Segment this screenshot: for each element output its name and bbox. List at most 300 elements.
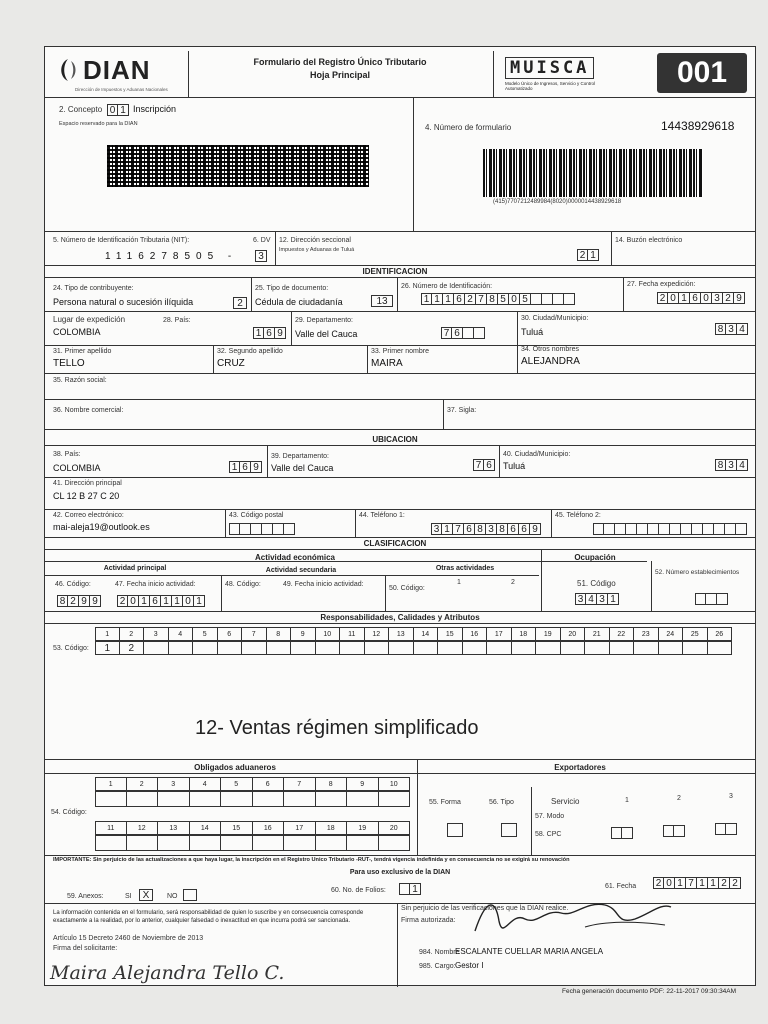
lugar-expedicion-label: Lugar de expedición xyxy=(53,315,126,324)
cargo985-value: Gestor I xyxy=(455,961,484,970)
fecha61-cell: 2 xyxy=(719,877,730,889)
segundo-apellido-value: CRUZ xyxy=(217,358,245,369)
muisca-logo xyxy=(505,57,623,91)
cpc-cell xyxy=(611,827,622,839)
adu-top-item: 10 xyxy=(379,777,411,791)
tipo-contribuyente-label: 24. Tipo de contribuyente: xyxy=(53,285,134,292)
fecha61-cell: 2 xyxy=(653,877,664,889)
cpc-cells-2 xyxy=(663,825,685,837)
actividad-principal-title: Actividad principal xyxy=(103,565,167,572)
respnums-item: 16 xyxy=(463,627,488,641)
cargo985-label: 985. Cargo: xyxy=(419,963,456,970)
adu-bot-cells-item xyxy=(253,835,285,851)
postalcells-cell xyxy=(251,523,262,535)
tel2cells-cell xyxy=(714,523,725,535)
tel1cells-cell: 1 xyxy=(442,523,453,535)
tel1cells-cell: 3 xyxy=(486,523,497,535)
fecha61-cell: 0 xyxy=(664,877,675,889)
respcodes-item xyxy=(610,641,635,655)
codigo53-label: 53. Código: xyxy=(53,645,89,652)
adu-top-item: 7 xyxy=(284,777,316,791)
ubicacion-ciudad-label: 40. Ciudad/Municipio: xyxy=(503,451,571,458)
adu-bot-item: 17 xyxy=(284,821,316,835)
numid-cell xyxy=(531,293,542,305)
primer-nombre-value: MAIRA xyxy=(371,358,403,369)
respnums-item: 17 xyxy=(487,627,512,641)
respnums-item: 6 xyxy=(218,627,243,641)
fechaexp-cell: 0 xyxy=(668,292,679,304)
respnums-item: 25 xyxy=(683,627,708,641)
respcodes-item xyxy=(242,641,267,655)
deptocode1-cell xyxy=(463,327,474,339)
nombre984-label: 984. Nombre xyxy=(419,949,460,956)
adu-top-cells-item xyxy=(158,791,190,807)
ubicacion-pais-value: COLOMBIA xyxy=(53,463,101,473)
respcodes-item xyxy=(536,641,561,655)
fecha47-cell: 1 xyxy=(172,595,183,607)
fecha61-cell: 1 xyxy=(697,877,708,889)
respcodes-item xyxy=(291,641,316,655)
articulo-text: Artículo 15 Decreto 2460 de Noviembre de 2013 xyxy=(53,935,204,942)
tipo-documento-code: 13 xyxy=(371,295,393,307)
respcodes-item xyxy=(389,641,414,655)
respcodes-item xyxy=(708,641,733,655)
correo-label: 42. Correo electrónico: xyxy=(53,512,124,519)
direccion-value: CL 12 B 27 C 20 xyxy=(53,491,120,501)
departamento-code xyxy=(441,327,485,339)
tel2cells-cell xyxy=(659,523,670,535)
segundo-apellido-label: 32. Segundo apellido xyxy=(217,348,283,355)
respnums-item: 11 xyxy=(340,627,365,641)
num-establecimientos-label: 52. Número establecimientos xyxy=(655,569,740,576)
respcodes-item xyxy=(659,641,684,655)
deptocode2-cell: 6 xyxy=(484,459,495,471)
fecha47-cell: 2 xyxy=(117,595,128,607)
nombre984-value: ESCALANTE CUELLAR MARIA ANGELA xyxy=(455,947,604,956)
seccional-label: 12. Dirección seccional xyxy=(279,237,351,244)
adu-top-cells-item xyxy=(284,791,316,807)
telefono1-value xyxy=(431,523,541,535)
responsabilidades-codes xyxy=(95,641,732,655)
respcodes-item xyxy=(585,641,610,655)
dv-value: 3 xyxy=(255,250,267,262)
buzon-label: 14. Buzón electrónico xyxy=(615,237,683,244)
postalcells-cell xyxy=(284,523,295,535)
adu-top-cells-item xyxy=(316,791,348,807)
numid-cell: 7 xyxy=(476,293,487,305)
aduaneros-top-cells xyxy=(95,791,410,807)
tel1cells-cell: 8 xyxy=(497,523,508,535)
muisca-subtitle: Modelo Único de Ingresos, Servicio y Control Automatizado xyxy=(505,81,596,91)
respcodes-item: 2 xyxy=(120,641,145,655)
pais-label: 28. País: xyxy=(163,317,191,324)
otras-actividades-title: Otras actividades xyxy=(435,565,495,572)
postalcells-cell xyxy=(262,523,273,535)
ciudad-label: 30. Ciudad/Municipio: xyxy=(521,315,589,322)
estab-cell xyxy=(706,593,717,605)
respnums-item: 22 xyxy=(610,627,635,641)
barcode-2d xyxy=(107,145,369,187)
paiscode2-cell: 1 xyxy=(229,461,240,473)
respnums-item: 24 xyxy=(659,627,684,641)
tipo-box xyxy=(501,823,517,837)
adu-top-cells-item xyxy=(95,791,127,807)
postalcells-cell xyxy=(240,523,251,535)
actividad-secundaria-title: Actividad secundaria xyxy=(265,567,337,574)
fechaexp-cell: 3 xyxy=(712,292,723,304)
adu-bot-item: 16 xyxy=(253,821,285,835)
adu-bot-item: 18 xyxy=(316,821,348,835)
deptocode1-cell: 6 xyxy=(452,327,463,339)
nit-label: 5. Número de Identificación Tributaria (NIT): xyxy=(53,237,190,244)
concepto-digit: 1 xyxy=(118,104,129,116)
adu-bot-item: 14 xyxy=(190,821,222,835)
cod46-cell: 8 xyxy=(57,595,68,607)
respnums-item: 15 xyxy=(438,627,463,641)
numid-cell xyxy=(564,293,575,305)
form-title-line2: Hoja Principal xyxy=(309,70,371,80)
adu-bot-item: 15 xyxy=(221,821,253,835)
codigo46-label: 46. Código: xyxy=(55,581,91,588)
postalcells-cell xyxy=(229,523,240,535)
anexos-label: 59. Anexos: xyxy=(67,893,104,900)
adu-top-item: 3 xyxy=(158,777,190,791)
tel2cells-cell xyxy=(725,523,736,535)
respnums-item: 19 xyxy=(536,627,561,641)
folios-label: 60. No. de Folios: xyxy=(331,887,386,894)
adu-top-cells-item xyxy=(221,791,253,807)
modo-label: 57. Modo xyxy=(535,813,565,820)
export-col-2: 2 xyxy=(677,795,681,802)
numid-cell: 1 xyxy=(432,293,443,305)
tipo-contribuyente-code: 2 xyxy=(233,297,247,309)
correo-value: mai-aleja19@outlook.es xyxy=(53,522,150,532)
respnums-item: 9 xyxy=(291,627,316,641)
form-code-badge: 001 xyxy=(657,53,747,93)
paiscode2-cell: 6 xyxy=(240,461,251,473)
codigo48-label: 48. Código: xyxy=(225,581,261,588)
cpc-cell xyxy=(622,827,633,839)
fecha47-cell: 0 xyxy=(128,595,139,607)
formulario-label: 4. Número de formulario xyxy=(425,123,512,132)
ubicacion-title: UBICACION xyxy=(372,435,418,444)
adu-top-cells-item xyxy=(127,791,159,807)
numid-cell: 5 xyxy=(498,293,509,305)
numid-cell: 1 xyxy=(421,293,432,305)
seccional-value: Impuestos y Aduanas de Tuluá xyxy=(279,247,355,253)
ubicacion-ciudad-value: Tuluá xyxy=(503,461,526,471)
departamento-value: Valle del Cauca xyxy=(295,329,358,339)
primer-nombre-label: 33. Primer nombre xyxy=(371,348,429,355)
anexos-si-label: SI xyxy=(125,893,132,900)
numid-cell xyxy=(553,293,564,305)
departamento-label: 29. Departamento: xyxy=(295,317,353,324)
ciudadcode2-cell: 3 xyxy=(726,459,737,471)
numero-identificacion-label: 26. Número de Identificación: xyxy=(401,283,493,290)
paiscode2-cell: 9 xyxy=(251,461,262,473)
respnums-item: 4 xyxy=(169,627,194,641)
respcodes-item xyxy=(316,641,341,655)
paiscode1-cell: 1 xyxy=(253,327,264,339)
otros-nombres-label: 34. Otros nombres xyxy=(521,346,579,353)
folio-cell xyxy=(399,883,410,895)
cpc-cell xyxy=(726,823,737,835)
uso-exclusivo-title: Para uso exclusivo de la DIAN xyxy=(349,869,451,876)
ciudad-code xyxy=(715,323,748,335)
dian-logo-text: DIAN xyxy=(83,55,151,85)
fecha61-cell: 7 xyxy=(686,877,697,889)
adu-top-cells-item xyxy=(379,791,411,807)
numid-cell: 8 xyxy=(487,293,498,305)
tipo-documento-label: 25. Tipo de documento: xyxy=(255,285,329,292)
cpc-cell xyxy=(715,823,726,835)
fecha61-cell: 1 xyxy=(708,877,719,889)
adu-bot-item: 20 xyxy=(379,821,411,835)
numid-cell: 0 xyxy=(509,293,520,305)
tipo-contribuyente-value: Persona natural o sucesión ilíquida xyxy=(53,297,194,307)
estab-cell xyxy=(695,593,706,605)
aduaneros-bottom-cells xyxy=(95,835,410,851)
respcodes-item xyxy=(414,641,439,655)
fecha47-cell: 1 xyxy=(161,595,172,607)
deptocode1-cell: 7 xyxy=(441,327,452,339)
tel2cells-cell xyxy=(615,523,626,535)
firma-solicitante-signature: Maira Alejandra Tello C. xyxy=(50,962,285,984)
barcode-text: (415)7707212489984(8020)0000014438929618 xyxy=(493,199,622,205)
adu-bot-cells-item xyxy=(347,835,379,851)
cod51-cell: 4 xyxy=(586,593,597,605)
folios-value xyxy=(399,883,421,895)
responsabilidades-title: Responsabilidades, Calidades y Atributos xyxy=(320,613,480,622)
nombre-comercial-label: 36. Nombre comercial: xyxy=(53,407,124,414)
fecha61-cell: 1 xyxy=(675,877,686,889)
adu-bot-cells-item xyxy=(316,835,348,851)
barcode-formulario xyxy=(483,149,703,197)
tel1cells-cell: 6 xyxy=(508,523,519,535)
tel2cells-cell xyxy=(604,523,615,535)
respnums-item: 5 xyxy=(193,627,218,641)
dian-logo-subtitle: Dirección de Impuestos y Aduanas Nacionales xyxy=(75,87,168,92)
form-title-line1: Formulario del Registro Único Tributario xyxy=(253,57,427,67)
obligados-aduaneros-title: Obligados aduaneros xyxy=(194,763,276,772)
telefono2-value xyxy=(593,523,747,535)
estab-cell xyxy=(717,593,728,605)
adu-top-cells-item xyxy=(347,791,379,807)
folio-cell: 1 xyxy=(410,883,421,895)
adu-top-item: 2 xyxy=(127,777,159,791)
actividad-economica-title: Actividad económica xyxy=(254,553,336,562)
respnums-item: 14 xyxy=(414,627,439,641)
tipo-label: 56. Tipo xyxy=(489,799,514,806)
fecha47-cell: 1 xyxy=(139,595,150,607)
adu-top-item: 1 xyxy=(95,777,127,791)
cod46-cell: 9 xyxy=(79,595,90,607)
ubicacion-pais-label: 38. País: xyxy=(53,451,81,458)
otros-nombres-value: ALEJANDRA xyxy=(521,356,580,367)
form-title xyxy=(225,57,455,80)
fecha-expedicion-value xyxy=(657,292,745,304)
ubicacion-departamento-label: 39. Departamento: xyxy=(271,453,329,460)
postalcells-cell xyxy=(273,523,284,535)
adu-top-item: 5 xyxy=(221,777,253,791)
respcodes-item xyxy=(340,641,365,655)
tel2cells-cell xyxy=(593,523,604,535)
primer-apellido-label: 31. Primer apellido xyxy=(53,348,112,355)
fecha47-cell: 1 xyxy=(194,595,205,607)
fechaexp-cell: 6 xyxy=(690,292,701,304)
cpc-cell xyxy=(674,825,685,837)
codigo51-label: 51. Código xyxy=(577,579,616,588)
tel2cells-cell xyxy=(681,523,692,535)
respnums-item: 23 xyxy=(634,627,659,641)
respnums-item: 10 xyxy=(316,627,341,641)
adu-top-item: 8 xyxy=(316,777,348,791)
adu-bot-item: 19 xyxy=(347,821,379,835)
adu-bot-cells-item xyxy=(221,835,253,851)
ciudad-value: Tuluá xyxy=(521,327,544,337)
aduaneros-bottom-numbers xyxy=(95,821,410,835)
responsabilidad-texto: 12- Ventas régimen simplificado xyxy=(195,717,479,739)
adu-bot-cells-item xyxy=(127,835,159,851)
tel2cells-cell xyxy=(648,523,659,535)
respnums-item: 12 xyxy=(365,627,390,641)
respnums-item: 7 xyxy=(242,627,267,641)
codigo50-label: 50. Código: xyxy=(389,585,425,592)
tel1cells-cell: 6 xyxy=(519,523,530,535)
adu-bot-cells-item xyxy=(284,835,316,851)
codigo-postal-value xyxy=(229,523,295,535)
concepto-label: 2. Concepto xyxy=(59,105,103,114)
rut-form-sheet xyxy=(44,46,756,986)
primer-apellido-value: TELLO xyxy=(53,358,85,369)
exportadores-title: Exportadores xyxy=(554,763,606,772)
firma-solicitante-label: Firma del solicitante: xyxy=(53,945,118,952)
respcodes-item xyxy=(487,641,512,655)
respcodes-item xyxy=(463,641,488,655)
dian-logo xyxy=(55,53,195,97)
respnums-item: 8 xyxy=(267,627,292,641)
adu-top-cells-item xyxy=(253,791,285,807)
seccional-digit: 1 xyxy=(588,249,599,261)
tel1cells-cell: 6 xyxy=(464,523,475,535)
pais-code xyxy=(253,327,286,339)
numid-cell: 6 xyxy=(454,293,465,305)
fecha47-label: 47. Fecha inicio actividad: xyxy=(115,581,196,588)
tel2cells-cell xyxy=(736,523,747,535)
formulario-value: 14438929618 xyxy=(661,119,735,133)
ocupacion-title: Ocupación xyxy=(574,553,616,562)
identificacion-title: IDENTIFICACION xyxy=(362,267,428,276)
tel1cells-cell: 8 xyxy=(475,523,486,535)
respnums-item: 26 xyxy=(708,627,733,641)
fechaexp-cell: 0 xyxy=(701,292,712,304)
firma-autorizada-label: Firma autorizada: xyxy=(401,917,456,924)
deptocode2-cell: 7 xyxy=(473,459,484,471)
adu-top-item: 6 xyxy=(253,777,285,791)
respnums-item: 20 xyxy=(561,627,586,641)
cod46-cell: 2 xyxy=(68,595,79,607)
adu-bot-cells-item xyxy=(158,835,190,851)
respcodes-item xyxy=(218,641,243,655)
cpc-cells-1 xyxy=(611,827,633,839)
tel1cells-cell: 7 xyxy=(453,523,464,535)
importante-text: IMPORTANTE: Sin perjuicio de las actualizaciones a que haya lugar, la inscripción en el Registro Único Tributario -RUT-, tendrá vigencia indefinida y en consecuencia no se exigirá su renovación xyxy=(53,857,570,863)
codigo-postal-label: 43. Código postal xyxy=(229,512,284,519)
anexos-si-box: X xyxy=(139,889,153,901)
tipo-documento-value: Cédula de ciudadanía xyxy=(255,297,343,307)
fecha-generacion: Fecha generación documento PDF: 22-11-2017 09:30:34AM xyxy=(562,988,737,995)
sigla-label: 37. Sigla: xyxy=(447,407,477,414)
info-responsabilidad: La información contenida en el formulario, será responsabilidad de quien lo suscribe y en consecuencia corresponde exactamente a la realidad, por lo anterior, cualquier falsedad o inexactitud en que incurra podrá ser sancionada. xyxy=(53,910,364,924)
seccional-digit: 2 xyxy=(577,249,588,261)
tel2cells-cell xyxy=(703,523,714,535)
telefono1-label: 44. Teléfono 1: xyxy=(359,512,405,519)
aduaneros-top-numbers xyxy=(95,777,410,791)
respnums-item: 13 xyxy=(389,627,414,641)
numid-cell xyxy=(542,293,553,305)
tel2cells-cell xyxy=(692,523,703,535)
deptocode1-cell xyxy=(474,327,485,339)
ubicacion-departamento-value: Valle del Cauca xyxy=(271,463,334,473)
tel2cells-cell xyxy=(670,523,681,535)
respcodes-item xyxy=(683,641,708,655)
tel1cells-cell: 3 xyxy=(431,523,442,535)
dian-logo-mark-icon xyxy=(55,57,81,83)
respcodes-item xyxy=(144,641,169,655)
respcodes-item xyxy=(193,641,218,655)
seccional-code xyxy=(577,249,599,261)
anexos-no-box xyxy=(183,889,197,901)
adu-bot-cells-item xyxy=(95,835,127,851)
num-establecimientos-value xyxy=(695,593,728,605)
ubicacion-departamento-code xyxy=(473,459,495,471)
fecha61-cell: 2 xyxy=(730,877,741,889)
fecha47-value xyxy=(117,595,205,607)
fecha61-value xyxy=(653,877,741,889)
tel2cells-cell xyxy=(637,523,648,535)
numid-cell: 1 xyxy=(443,293,454,305)
numid-cell: 2 xyxy=(465,293,476,305)
ciudadcode2-cell: 8 xyxy=(715,459,726,471)
codigo46-value xyxy=(57,595,101,607)
adu-top-cells-item xyxy=(190,791,222,807)
cod51-cell: 1 xyxy=(608,593,619,605)
fecha47-cell: 0 xyxy=(183,595,194,607)
concepto-value: Inscripción xyxy=(133,104,177,114)
servicio-label: Servicio xyxy=(551,797,580,806)
fecha47-cell: 6 xyxy=(150,595,161,607)
reserved-dian-label: Espacio reservado para la DIAN xyxy=(59,121,138,127)
adu-bot-item: 12 xyxy=(127,821,159,835)
cod46-cell: 9 xyxy=(90,595,101,607)
muisca-logo-text: MUISCA xyxy=(505,57,594,79)
respcodes-item xyxy=(169,641,194,655)
nit-value: 1116278505 - xyxy=(105,251,238,262)
concepto-digit: 0 xyxy=(107,104,118,116)
forma-label: 55. Forma xyxy=(429,799,461,806)
respcodes-item xyxy=(512,641,537,655)
ciudadcode1-cell: 3 xyxy=(726,323,737,335)
codigo54-label: 54. Código: xyxy=(51,809,87,816)
tel1cells-cell: 9 xyxy=(530,523,541,535)
direccion-label: 41. Dirección principal xyxy=(53,480,122,487)
fechaexp-cell: 9 xyxy=(734,292,745,304)
respcodes-item xyxy=(267,641,292,655)
otras-1-label: 1 xyxy=(457,579,461,586)
paiscode1-cell: 6 xyxy=(264,327,275,339)
clasificacion-title: CLASIFICACION xyxy=(363,539,427,548)
fecha49-label: 49. Fecha inicio actividad: xyxy=(283,581,364,588)
